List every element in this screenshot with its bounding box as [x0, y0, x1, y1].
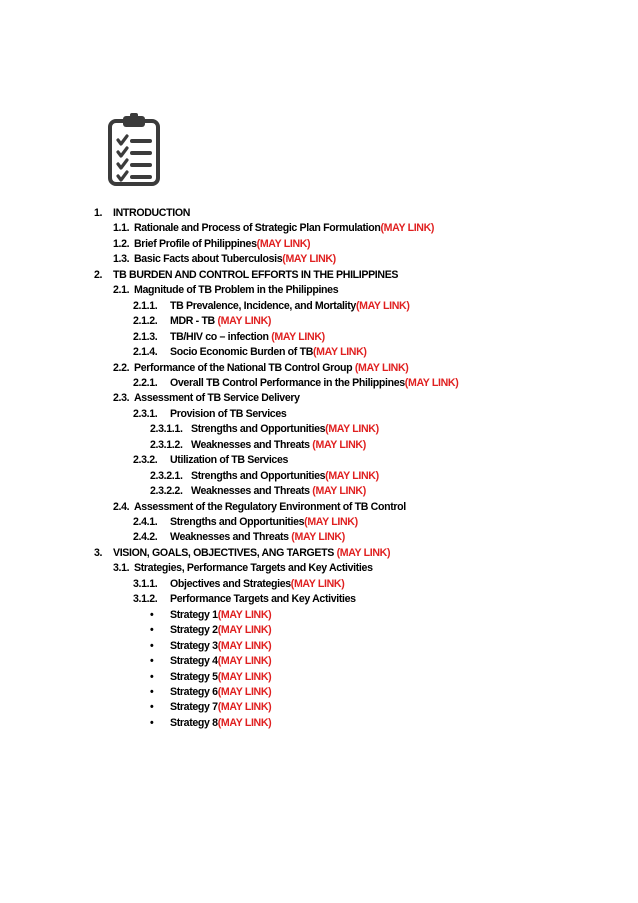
toc-title: [170, 639, 271, 653]
may-link[interactable]: (MAY LINK): [256, 237, 311, 250]
may-link[interactable]: (MAY LINK): [325, 423, 379, 436]
toc-title: [191, 469, 379, 483]
toc-title-text: Performance of the National TB Control Group: [134, 361, 355, 374]
toc-title-text: Strengths and Opportunities: [191, 469, 326, 482]
toc-title: [170, 685, 271, 699]
toc-number: 3.1.1.: [133, 577, 158, 590]
toc-title: [170, 623, 271, 637]
toc-title: [170, 700, 271, 714]
toc-number: 2.3.1.1.: [150, 423, 183, 436]
toc-title-text: TB BURDEN AND CONTROL EFFORTS IN THE PHILIPPINES: [113, 268, 399, 281]
toc-title-text: Strategy 3: [170, 639, 218, 652]
toc-title: [170, 592, 356, 606]
may-link[interactable]: (MAY LINK): [336, 546, 391, 559]
may-link[interactable]: (MAY LINK): [282, 253, 336, 266]
bullet: •: [150, 701, 154, 714]
toc-title-text: Strategies, Performance Targets and Key Activities: [134, 562, 373, 575]
may-link[interactable]: (MAY LINK): [217, 716, 272, 729]
toc-title: [134, 252, 336, 266]
toc-title-text: Strategy 5: [170, 670, 218, 683]
toc-title-text: VISION, GOALS, OBJECTIVES, ANG TARGETS: [113, 546, 337, 559]
toc-number: 3.: [94, 546, 103, 559]
may-link[interactable]: (MAY LINK): [217, 655, 272, 668]
bullet: •: [150, 655, 154, 668]
bullet: •: [150, 624, 154, 637]
toc-number: 2.3.1.: [133, 407, 158, 420]
toc-number: 2.3.: [113, 392, 130, 405]
toc-title-text: Weaknesses and Threats: [191, 485, 313, 498]
may-link[interactable]: (MAY LINK): [290, 577, 345, 590]
toc-title: [191, 484, 366, 498]
may-link[interactable]: (MAY LINK): [217, 608, 272, 621]
may-link[interactable]: (MAY LINK): [217, 701, 272, 714]
toc-title: [134, 500, 406, 514]
toc-title: [170, 407, 286, 421]
toc-title: [170, 299, 410, 313]
toc-number: 2.3.2.: [133, 454, 158, 467]
may-link[interactable]: (MAY LINK): [291, 531, 345, 544]
may-link[interactable]: (MAY LINK): [355, 299, 410, 312]
toc-title: [170, 330, 325, 344]
may-link[interactable]: (MAY LINK): [313, 346, 367, 359]
may-link[interactable]: (MAY LINK): [312, 438, 366, 451]
toc-number: 2.3.2.1.: [150, 469, 183, 482]
toc-title-text: Strengths and Opportunities: [191, 423, 326, 436]
bullet: •: [150, 639, 154, 652]
may-link[interactable]: (MAY LINK): [217, 670, 272, 683]
toc-number: 3.1.2.: [133, 593, 158, 606]
toc-number: 2.3.1.2.: [150, 438, 183, 451]
toc-title-text: Strategy 8: [170, 716, 218, 729]
toc-title: [170, 530, 345, 544]
toc-title: [191, 438, 366, 452]
toc-number: 2.4.: [113, 500, 130, 513]
toc-title-text: Weaknesses and Threats: [191, 438, 313, 451]
toc-number: 2.2.: [113, 361, 130, 374]
toc-number: 2.3.2.2.: [150, 485, 183, 498]
toc-title-text: Assessment of the Regulatory Environment of TB Control: [134, 500, 406, 513]
toc-title-text: Utilization of TB Services: [170, 454, 289, 467]
may-link[interactable]: (MAY LINK): [217, 315, 272, 328]
toc-title-text: Weaknesses and Threats: [170, 531, 292, 544]
toc-title-text: Socio Economic Burden of TB: [170, 346, 313, 359]
toc-title-text: TB/HIV co – infection: [170, 330, 272, 343]
toc-title: [134, 561, 373, 575]
toc-title: [170, 515, 358, 529]
toc-title-text: Strategy 2: [170, 624, 218, 637]
toc-number: 1.2.: [113, 237, 130, 250]
toc-title-text: Strategy 4: [170, 655, 218, 668]
toc-number: 2.1.1.: [133, 299, 158, 312]
toc-title-text: Assessment of TB Service Delivery: [134, 392, 300, 405]
clipboard-checklist-icon: [107, 113, 161, 187]
toc-title: [170, 608, 271, 622]
toc-title-text: MDR - TB: [170, 315, 218, 328]
toc-number: 2.4.1.: [133, 516, 158, 528]
may-link[interactable]: (MAY LINK): [271, 330, 325, 343]
toc-title-text: Brief Profile of Philippines: [134, 237, 257, 250]
toc-title-text: Magnitude of TB Problem in the Philippines: [134, 284, 339, 297]
toc-title: [134, 283, 338, 297]
toc-title: [170, 654, 271, 668]
toc-title: [113, 268, 398, 282]
toc-number: 2.: [94, 268, 103, 281]
toc-title: [113, 546, 390, 560]
toc-title-text: Overall TB Control Performance in the Philippines: [170, 376, 405, 389]
may-link[interactable]: (MAY LINK): [217, 685, 272, 698]
toc-title: [170, 577, 344, 591]
toc-title-text: Basic Facts about Tuberculosis: [134, 253, 283, 266]
toc-number: 1.: [94, 207, 103, 219]
may-link[interactable]: (MAY LINK): [325, 469, 379, 482]
toc-number: 2.1.: [113, 284, 130, 297]
toc-title: [170, 314, 271, 328]
may-link[interactable]: (MAY LINK): [380, 222, 435, 235]
bullet: •: [150, 685, 154, 698]
toc-number: 2.1.4.: [133, 346, 158, 359]
toc-title-text: Provision of TB Services: [170, 407, 287, 420]
bullet: •: [150, 716, 154, 729]
toc-title: [134, 237, 310, 251]
toc-title: [113, 206, 190, 220]
toc-number: 2.2.1.: [133, 376, 158, 389]
toc-title: [134, 221, 434, 235]
toc-title: [170, 670, 271, 684]
toc-title-text: Strategy 6: [170, 685, 218, 698]
toc-title-text: INTRODUCTION: [113, 207, 191, 219]
toc-title: [170, 453, 288, 467]
toc-title-text: Strengths and Opportunities: [170, 516, 305, 528]
toc-number: 2.1.2.: [133, 315, 158, 328]
toc-number: 2.1.3.: [133, 330, 158, 343]
toc-title-text: Strategy 7: [170, 701, 218, 714]
toc-title-text: Rationale and Process of Strategic Plan Formulation: [134, 222, 381, 235]
toc-number: 1.3.: [113, 253, 130, 266]
toc-title: [170, 716, 271, 730]
may-link[interactable]: (MAY LINK): [354, 361, 409, 374]
may-link[interactable]: (MAY LINK): [304, 516, 358, 528]
toc-title-text: Performance Targets and Key Activities: [170, 593, 356, 606]
bullet: •: [150, 670, 154, 683]
toc-title: [134, 391, 300, 405]
may-link[interactable]: (MAY LINK): [217, 639, 272, 652]
toc-title: [170, 345, 367, 359]
toc-title-text: Strategy 1: [170, 608, 218, 621]
toc-number: 2.4.2.: [133, 531, 158, 544]
bullet: •: [150, 608, 154, 621]
toc-number: 3.1.: [113, 562, 130, 575]
may-link[interactable]: (MAY LINK): [312, 485, 366, 498]
toc-title-text: TB Prevalence, Incidence, and Mortality: [170, 299, 356, 312]
toc-number: 1.1.: [113, 222, 130, 235]
toc-title-text: Objectives and Strategies: [170, 577, 291, 590]
toc-title: [134, 361, 408, 375]
may-link[interactable]: (MAY LINK): [404, 376, 459, 389]
toc-title: [191, 422, 379, 436]
toc-title: [170, 376, 458, 390]
may-link[interactable]: (MAY LINK): [217, 624, 272, 637]
